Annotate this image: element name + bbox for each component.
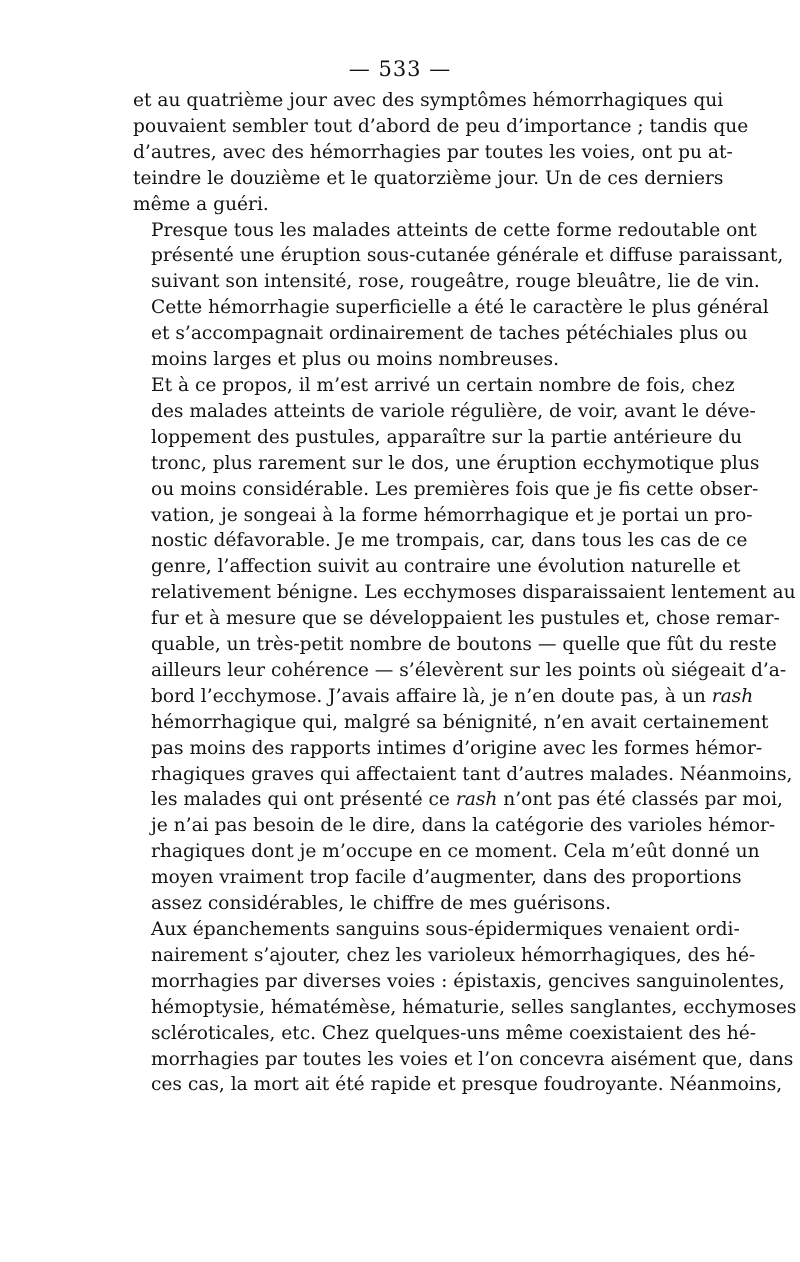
text-line: vation, je songeai à la forme hémorrhagique et je portai un pro- (151, 504, 753, 526)
text-line: genre, l’affection suivit au contraire une évolution naturelle et (151, 556, 741, 578)
text-line: nostic défavorable. Je me trompais, car, dans tous les cas de ce (151, 530, 748, 552)
text-line: morrhagies par diverses voies : épistaxis, gencives sanguinolentes, (151, 970, 785, 992)
text-line: fur et à mesure que se développaient les pustules et, chose remar- (151, 608, 780, 630)
text-line: tronc, plus rarement sur le dos, une éruption ecchymotique plus (151, 452, 760, 474)
text-line: moyen vraiment trop facile d’augmenter, dans des proportions (151, 867, 742, 889)
paragraph-4 (133, 917, 797, 1098)
text-line: ces cas, la mort ait été rapide et presque foudroyante. Néanmoins, (151, 1074, 783, 1096)
text-line: Presque tous les malades atteints de cette forme redoutable ont (151, 219, 757, 241)
text-line: pas moins des rapports intimes d’origine avec les formes hémor- (151, 737, 763, 759)
text-line: présenté une éruption sous-cutanée générale et diffuse paraissant, (151, 245, 784, 267)
text-line: scléroticales, etc. Chez quelques-uns même coexistaient des hé- (151, 1022, 757, 1044)
text-line: loppement des pustules, apparaître sur la partie antérieure du (151, 426, 743, 448)
text-line: Et à ce propos, il m’est arrivé un certain nombre de fois, chez (151, 374, 735, 396)
text-line: et s’accompagnait ordinairement de taches pétéchiales plus ou (151, 323, 748, 345)
text-line: pouvaient sembler tout d’abord de peu d’importance ; tandis que (133, 115, 749, 137)
text-line: les malades qui ont présenté ce rash n’ont pas été classés par moi, (151, 789, 783, 811)
text-line: je n’ai pas besoin de le dire, dans la catégorie des varioles hémor- (151, 815, 776, 837)
text-line: rhagiques graves qui affectaient tant d’autres malades. Néanmoins, (151, 763, 793, 785)
page-number: — 533 — (348, 57, 452, 81)
text-line: d’autres, avec des hémorrhagies par toutes les voies, ont pu at- (133, 141, 733, 163)
text-line: et au quatrième jour avec des symptômes hémorrhagiques qui (133, 90, 724, 111)
paragraph-3 (133, 373, 796, 917)
text-line: quable, un très-petit nombre de boutons — quelle que fût du reste (151, 634, 777, 656)
text-line: hémorrhagique qui, malgré sa bénignité, n’en avait certainement (151, 711, 769, 733)
paragraph-2 (133, 218, 784, 373)
text-line: ailleurs leur cohérence — s’élevèrent sur les points où siégeait d’a- (151, 659, 787, 681)
italic-term: rash (455, 789, 498, 811)
text-line: hémoptysie, hématémèse, hématurie, selles sanglantes, ecchymoses (151, 996, 797, 1018)
text-line: Aux épanchements sanguins sous-épidermiques venaient ordi- (151, 919, 740, 940)
text-line: même a guéri. (133, 193, 269, 215)
paragraph-1 (133, 88, 749, 218)
text-line: teindre le douzième et le quatorzième jour. Un de ces derniers (133, 167, 724, 189)
text-line: des malades atteints de variole régulière, de voir, avant le déve- (151, 400, 756, 422)
text-line: moins larges et plus ou moins nombreuses. (151, 349, 559, 371)
text-line: rhagiques dont je m’occupe en ce moment. Cela m’eût donné un (151, 841, 760, 863)
text-line: suivant son intensité, rose, rougeâtre, rouge bleuâtre, lie de vin. (151, 271, 760, 293)
text-line: Cette hémorrhagie superficielle a été le caractère le plus général (151, 297, 769, 319)
italic-term: rash (711, 685, 754, 707)
text-line: ou moins considérable. Les premières fois que je fis cette obser- (151, 478, 759, 500)
text-line: assez considérables, le chiffre de mes guérisons. (151, 893, 612, 915)
text-line: relativement bénigne. Les ecchymoses disparaissaient lentement au (151, 582, 796, 604)
text-line: morrhagies par toutes les voies et l’on concevra aisément que, dans (151, 1048, 794, 1070)
body-text (133, 88, 797, 1098)
text-line: nairement s’ajouter, chez les varioleux hémorrhagiques, des hé- (151, 944, 756, 966)
text-line: bord l’ecchymose. J’avais affaire là, je n’en doute pas, à un rash (151, 685, 754, 707)
